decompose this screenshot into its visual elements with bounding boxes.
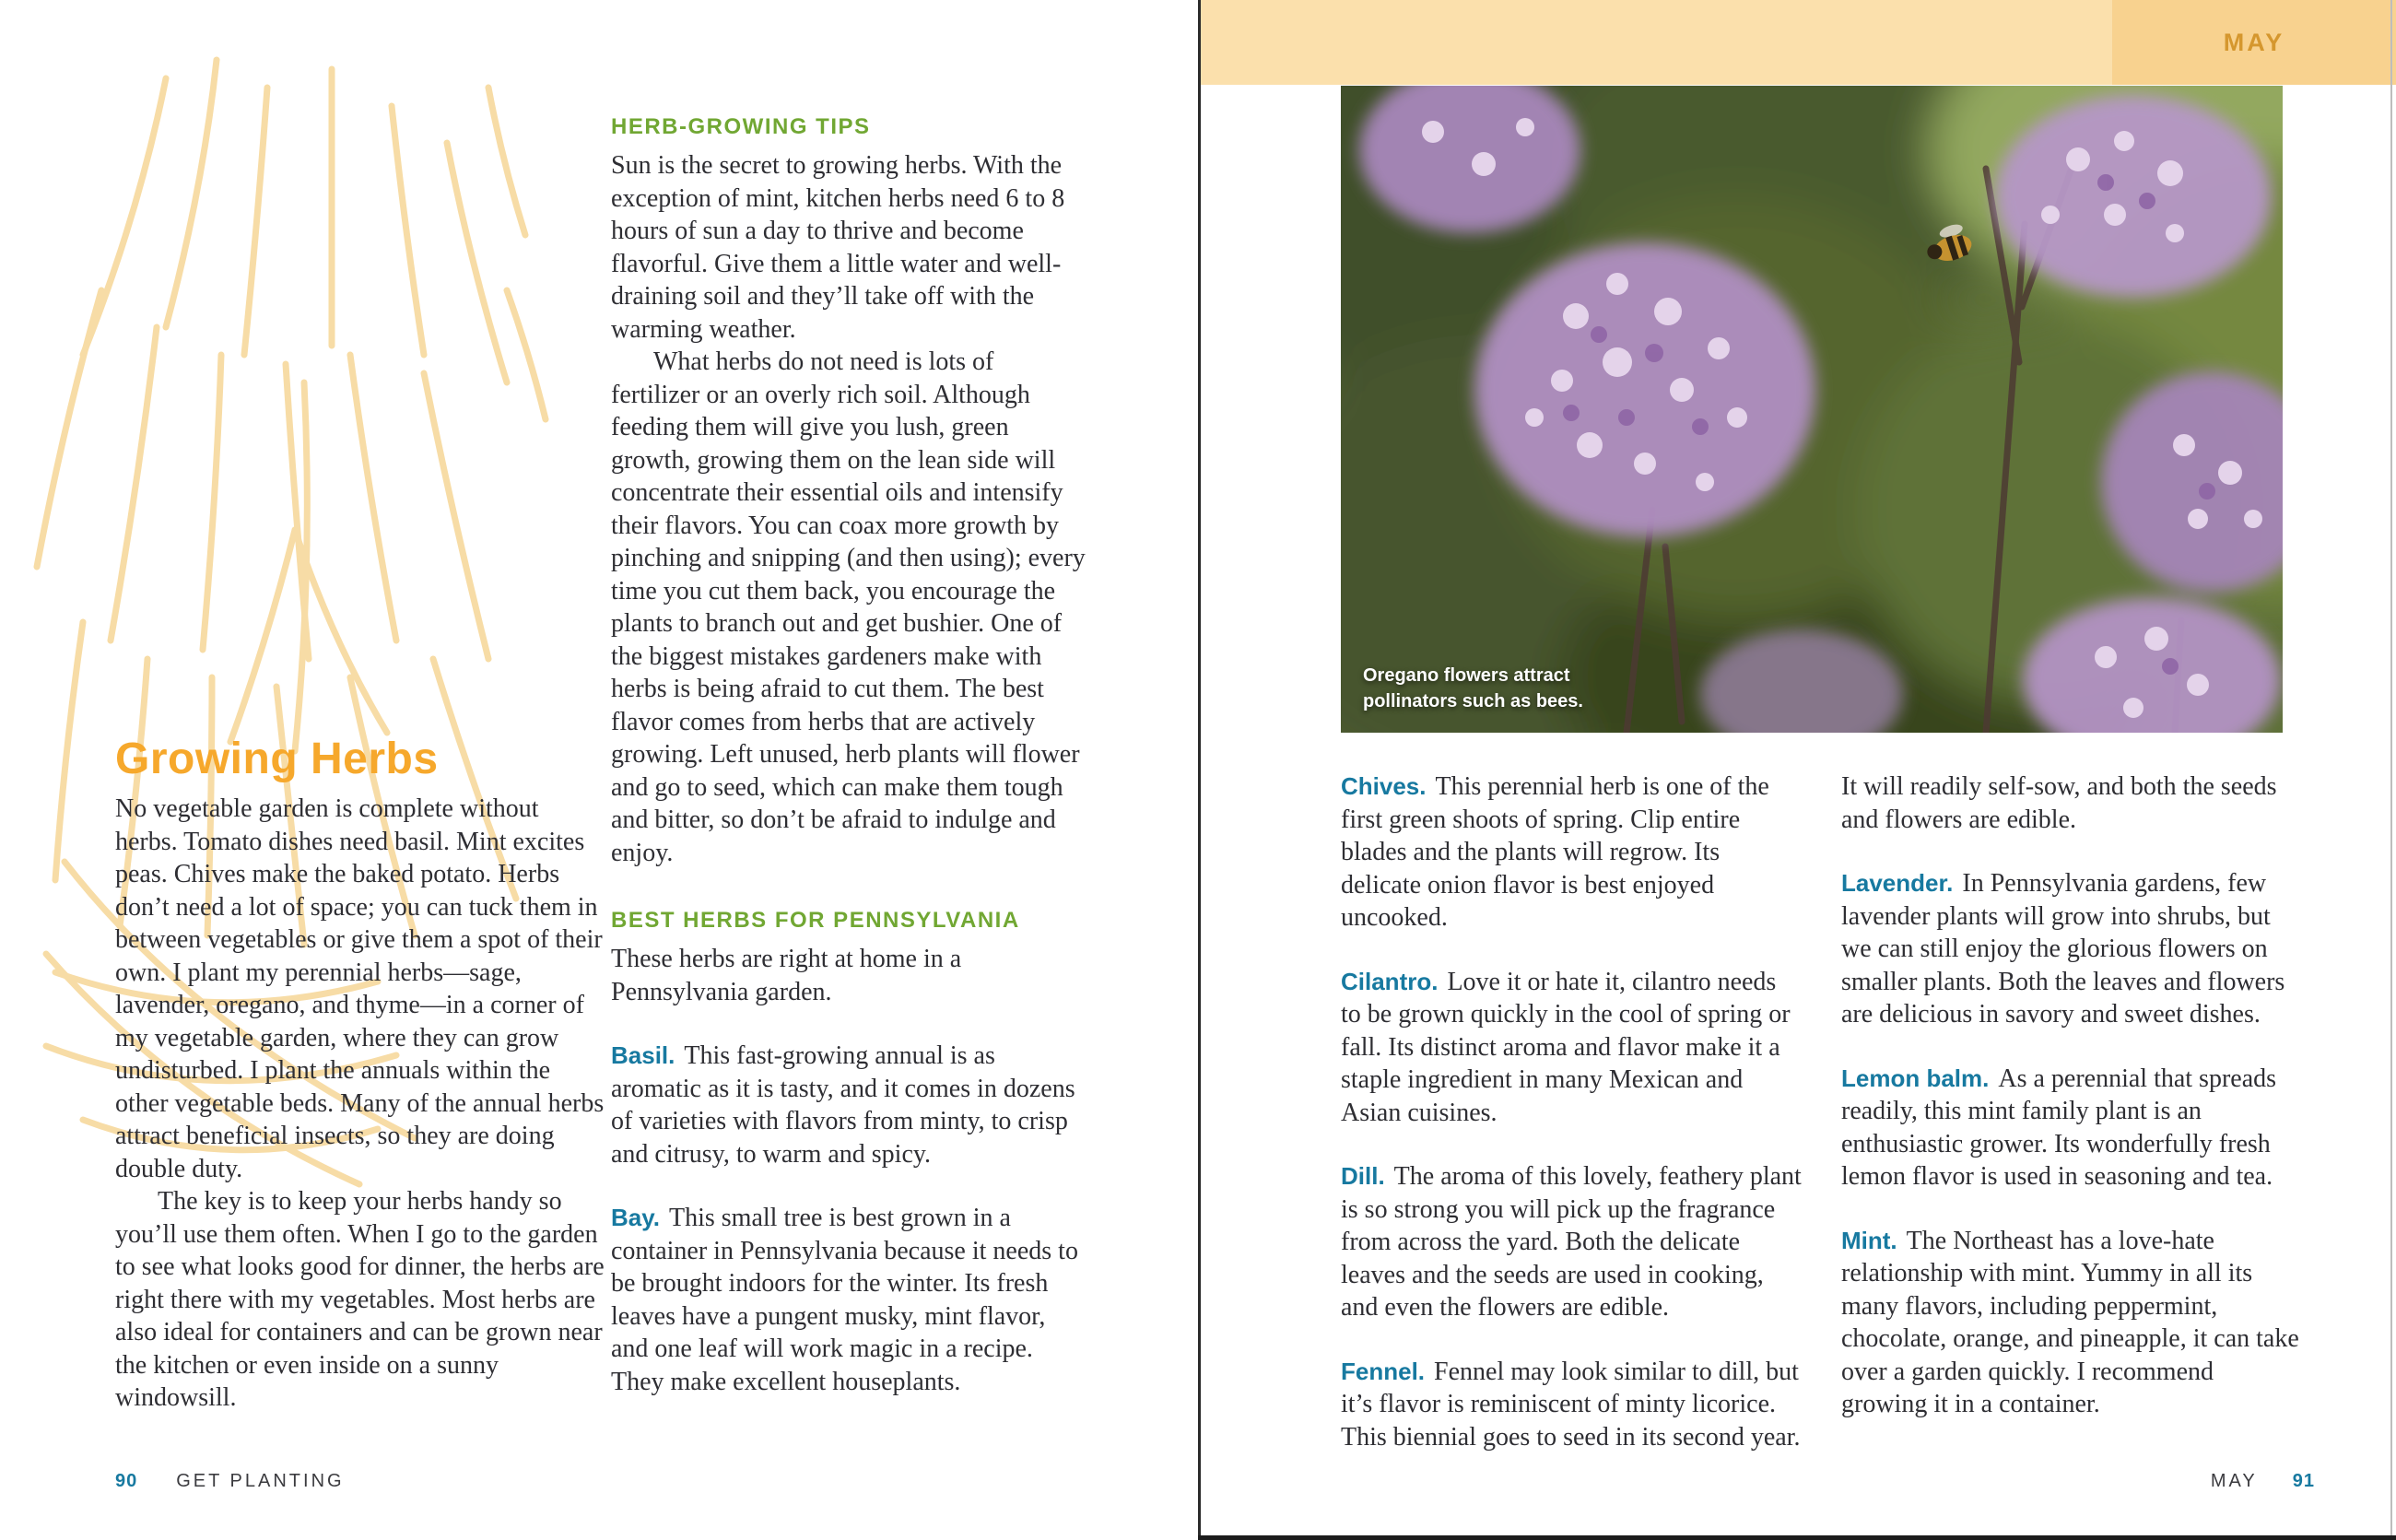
herb-entry-bay	[611, 1202, 1086, 1398]
herb-name: Dill.	[1341, 1162, 1385, 1190]
page-bottom-edge	[1198, 1535, 2396, 1540]
herb-name: Cilantro.	[1341, 967, 1439, 995]
herb-description: This fast-growing annual is as aromatic as it is tasty, and it comes in dozens of varieties with flavors from minty, to crisp and citrusy, to warm and spicy.	[611, 1041, 1075, 1169]
herb-entry-lemon-balm	[1841, 1063, 2302, 1193]
photo-caption	[1363, 663, 1583, 714]
herb-description: Fennel may look similar to dill, but it’s flavor is reminiscent of minty licorice. This biennial goes to seed in its second year.	[1341, 1357, 1801, 1452]
herb-description: This perennial herb is one of the first green shoots of spring. Clip entire blades and the plants will regrow. Its delicate onion flavor is best enjoyed uncooked.	[1341, 772, 1769, 932]
page-gutter-divider	[1198, 0, 1201, 1540]
herb-entry-chives	[1341, 770, 1802, 935]
left-footer	[115, 1471, 345, 1492]
photo-caption-line: Oregano flowers attract	[1363, 665, 1570, 686]
herb-name: Lemon balm.	[1841, 1064, 1990, 1092]
herb-name: Fennel.	[1341, 1357, 1426, 1385]
tips-paragraph: What herbs do not need is lots of fertilizer or an overly rich soil. Although feeding them will give you lush, green growth, growing them on the lean side will concentrate their essential oils and intensify their flavors. You can coax more growth by pinching and snipping (and then using); every time you cut them back, you encourage the plants to branch out and get bushier. One of the biggest mistakes gardeners make with herbs is being afraid to cut them. The best flavor comes from herbs that are actively growing. Left unused, herb plants will flower and go to seed, which can make them tough and bitter, so don’t be afraid to indulge and enjoy.	[611, 347, 1086, 867]
herb-name: Chives.	[1341, 772, 1427, 800]
best-herbs-intro: These herbs are right at home in a Pennsylvania garden.	[611, 945, 962, 1006]
herb-name: Lavender.	[1841, 869, 1954, 897]
herb-description: In Pennsylvania gardens, few lavender plants will grow into shrubs, but we can still enjoy the glorious flowers on smaller plants. Both the leaves and flowers are delicious in savory and sweet dishes.	[1841, 869, 2285, 1029]
section-heading-herb-growing-tips: HERB-GROWING TIPS	[611, 114, 871, 139]
herb-name: Mint.	[1841, 1226, 1897, 1254]
page-number: 90	[115, 1471, 138, 1491]
herb-entry-basil	[611, 1040, 1086, 1170]
herb-description: As a perennial that spreads readily, this mint family plant is an enthusiastic grower. Its wonderfully fresh lemon flavor is used in seasoning and tea.	[1841, 1064, 2277, 1191]
intro-paragraph: The key is to keep your herbs handy so you’ll use them often. When I go to the garden to see what looks good for dinner, the herbs are right there with my vegetables. Most herbs are also ideal for containers and can be grown near the kitchen or even inside on a sunny windowsill.	[115, 1187, 605, 1412]
section-label: GET PLANTING	[176, 1471, 345, 1491]
oregano-photo	[1341, 86, 2283, 733]
oregano-photo-illustration	[1341, 86, 2283, 733]
photo-caption-line: pollinators such as bees.	[1363, 691, 1583, 711]
left-intro-column	[115, 734, 606, 1415]
section-heading-best-herbs: BEST HERBS FOR PENNSYLVANIA	[611, 908, 1020, 933]
herb-name: Bay.	[611, 1204, 660, 1231]
right-footer	[1935, 1471, 2315, 1492]
herb-name: Basil.	[611, 1041, 675, 1069]
page-number: 91	[2292, 1471, 2315, 1491]
herb-entry-lavender	[1841, 867, 2302, 1031]
herb-entry-dill	[1341, 1160, 1802, 1324]
herb-description: The aroma of this lovely, feathery plant is so strong you will pick up the fragrance from across the yard. Both the delicate leaves and the seeds are used in cooking, and even the flowers are edible.	[1341, 1162, 1802, 1322]
month-tab	[2112, 0, 2396, 85]
herb-description: Love it or hate it, cilantro needs to be grown quickly in the cool of spring or fall. Its distinct aroma and flavor make it a staple ingredient in many Mexican and Asian cuisines.	[1341, 967, 1791, 1127]
section-label: MAY	[2210, 1471, 2258, 1491]
left-tips-column	[611, 114, 1086, 1398]
page-title: Growing Herbs	[115, 735, 439, 783]
month-label: MAY	[2223, 28, 2285, 56]
herb-description: The Northeast has a love-hate relationship with mint. Yummy in all its many flavors, including peppermint, chocolate, orange, and pineapple, it can take over a garden quickly. I recommend growing it in a container.	[1841, 1226, 2299, 1418]
right-column-2	[1841, 770, 2302, 1421]
herb-description: This small tree is best grown in a container in Pennsylvania because it needs to be brought indoors for the winter. Its fresh leaves have a pungent musky, mint flavor, and one leaf will work magic in a recipe. They make excellent houseplants.	[611, 1204, 1078, 1396]
herb-entry-cilantro	[1341, 966, 1802, 1130]
herb-entry-fennel	[1341, 1356, 1802, 1454]
page-right-edge	[2390, 0, 2392, 1540]
intro-paragraph: No vegetable garden is complete without herbs. Tomato dishes need basil. Mint excites peas. Chives make the baked potato. Herbs don’t need a lot of space; you can tuck them in between vegetables or give them a spot of their own. I plant my perennial herbs—sage, lavender, oregano, and thyme—in a corner of my vegetable garden, where they can grow undisturbed. I plant the annuals within the other vegetable beds. Many of the annual herbs attract beneficial insects, so they are doing double duty.	[115, 794, 605, 1183]
right-column-1	[1341, 770, 1802, 1453]
tips-paragraph: Sun is the secret to growing herbs. With the exception of mint, kitchen herbs need 6 to 8 hours of sun a day to thrive and become flavorful. Give them a little water and well-draining soil and they’ll take off with the warming weather.	[611, 151, 1065, 344]
lemon-balm-continuation: It will readily self-sow, and both the seeds and flowers are edible.	[1841, 772, 2277, 834]
herb-entry-mint	[1841, 1225, 2302, 1421]
